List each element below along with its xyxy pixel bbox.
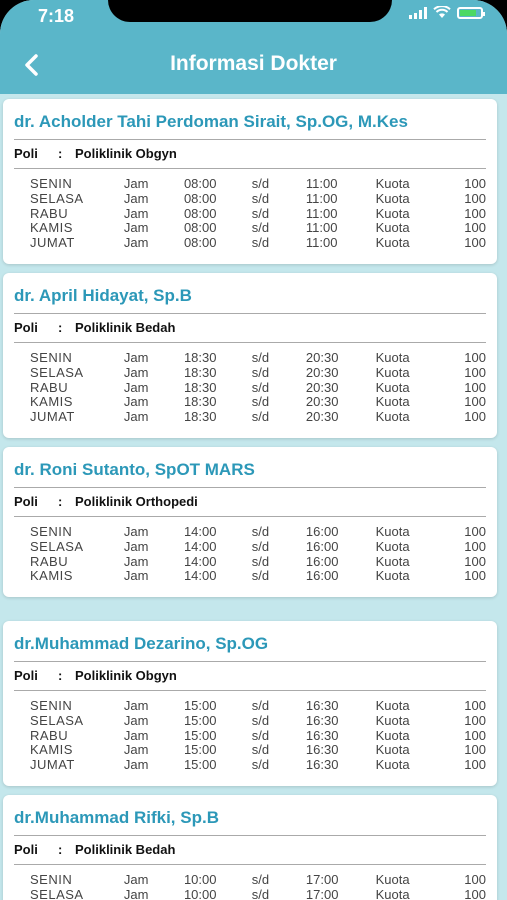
quota-value: 100 xyxy=(464,538,486,554)
jam-label: Jam xyxy=(123,553,149,569)
quota-value: 100 xyxy=(464,350,486,365)
jam-label: Jam xyxy=(123,886,149,900)
end-time: 16:30 xyxy=(305,698,339,713)
schedule-day: SELASA xyxy=(30,538,84,554)
kuota-label: Kuota xyxy=(375,524,410,539)
schedule-row xyxy=(14,729,486,744)
poli-colon: : xyxy=(58,842,63,857)
schedule-row xyxy=(14,221,486,236)
end-time: 11:00 xyxy=(305,190,338,206)
signal-icon xyxy=(409,7,427,19)
jam-label: Jam xyxy=(123,538,149,554)
schedule-row xyxy=(14,366,486,381)
schedule-row xyxy=(14,410,486,425)
schedule-table xyxy=(14,699,486,773)
end-time: 20:30 xyxy=(305,364,339,380)
schedule-day: SENIN xyxy=(30,698,73,713)
jam-label: Jam xyxy=(123,698,149,713)
schedule-row xyxy=(14,714,486,729)
schedule-day: RABU xyxy=(30,379,69,395)
kuota-label: Kuota xyxy=(375,742,410,758)
schedule-day: SELASA xyxy=(30,886,84,900)
schedule-row xyxy=(14,381,486,396)
end-time: 16:00 xyxy=(305,524,339,539)
end-time: 20:30 xyxy=(305,394,339,410)
sd-label: s/d xyxy=(251,409,270,425)
quota-value: 100 xyxy=(464,524,486,539)
quota-value: 100 xyxy=(464,394,486,410)
start-time: 08:00 xyxy=(183,190,217,206)
quota-value: 100 xyxy=(464,409,486,425)
jam-label: Jam xyxy=(123,220,149,236)
poli-row xyxy=(14,662,486,690)
battery-icon xyxy=(457,7,483,19)
schedule-day: SENIN xyxy=(30,176,73,191)
schedule-row xyxy=(14,569,486,584)
start-time: 18:30 xyxy=(183,379,217,395)
schedule-day: JUMAT xyxy=(30,235,75,251)
jam-label: Jam xyxy=(123,205,149,221)
sd-label: s/d xyxy=(251,220,270,236)
divider xyxy=(14,516,486,517)
schedule-day: SENIN xyxy=(30,872,73,887)
quota-value: 100 xyxy=(464,364,486,380)
schedule-row xyxy=(14,236,486,251)
quota-value: 100 xyxy=(464,553,486,569)
schedule-table xyxy=(14,525,486,584)
schedule-row xyxy=(14,758,486,773)
poli-colon: : xyxy=(58,320,63,335)
jam-label: Jam xyxy=(123,350,149,365)
jam-label: Jam xyxy=(123,176,149,191)
start-time: 15:00 xyxy=(183,712,217,728)
end-time: 20:30 xyxy=(305,379,339,395)
poli-colon: : xyxy=(58,146,63,161)
start-time: 15:00 xyxy=(183,757,217,773)
quota-value: 100 xyxy=(464,176,486,191)
end-time: 11:00 xyxy=(305,176,338,191)
end-time: 16:30 xyxy=(305,727,339,743)
jam-label: Jam xyxy=(123,712,149,728)
end-time: 16:00 xyxy=(305,553,339,569)
schedule-day: SELASA xyxy=(30,364,84,380)
start-time: 14:00 xyxy=(183,568,217,584)
end-time: 16:00 xyxy=(305,538,339,554)
schedule-day: KAMIS xyxy=(30,220,73,236)
sd-label: s/d xyxy=(251,190,270,206)
poli-row xyxy=(14,488,486,516)
schedule-row xyxy=(14,395,486,410)
poli-label: Poli xyxy=(14,146,38,161)
doctor-card[interactable] xyxy=(3,99,497,264)
poli-row xyxy=(14,314,486,342)
sd-label: s/d xyxy=(251,394,270,410)
schedule-row xyxy=(14,699,486,714)
kuota-label: Kuota xyxy=(375,409,410,425)
start-time: 15:00 xyxy=(183,742,217,758)
doctor-card[interactable] xyxy=(3,795,497,900)
quota-value: 100 xyxy=(464,379,486,395)
end-time: 20:30 xyxy=(305,350,339,365)
schedule-row xyxy=(14,525,486,540)
doctor-name: dr.Muhammad Rifki, Sp.B xyxy=(14,808,219,827)
kuota-label: Kuota xyxy=(375,757,410,773)
poli-label: Poli xyxy=(14,842,38,857)
jam-label: Jam xyxy=(123,394,149,410)
doctor-card[interactable] xyxy=(3,621,497,786)
schedule-day: JUMAT xyxy=(30,409,75,425)
start-time: 08:00 xyxy=(183,205,217,221)
schedule-row xyxy=(14,555,486,570)
page-title: Informasi Dokter xyxy=(170,52,337,75)
sd-label: s/d xyxy=(251,364,270,380)
schedule-row xyxy=(14,207,486,222)
jam-label: Jam xyxy=(123,727,149,743)
quota-value: 100 xyxy=(464,872,486,887)
sd-label: s/d xyxy=(251,553,270,569)
kuota-label: Kuota xyxy=(375,235,410,251)
jam-label: Jam xyxy=(123,364,149,380)
divider xyxy=(14,342,486,343)
doctor-card[interactable] xyxy=(3,447,497,597)
kuota-label: Kuota xyxy=(375,364,410,380)
kuota-label: Kuota xyxy=(375,553,410,569)
jam-label: Jam xyxy=(123,568,149,584)
kuota-label: Kuota xyxy=(375,190,410,206)
poli-value: Poliklinik Obgyn xyxy=(75,146,177,161)
start-time: 18:30 xyxy=(183,350,217,365)
sd-label: s/d xyxy=(251,524,270,539)
quota-value: 100 xyxy=(464,190,486,206)
kuota-label: Kuota xyxy=(375,220,410,236)
divider xyxy=(14,690,486,691)
kuota-label: Kuota xyxy=(375,538,410,554)
sd-label: s/d xyxy=(251,698,270,713)
kuota-label: Kuota xyxy=(375,872,410,887)
schedule-day: KAMIS xyxy=(30,742,73,758)
end-time: 16:30 xyxy=(305,712,339,728)
doctor-name: dr. April Hidayat, Sp.B xyxy=(14,286,192,305)
schedule-day: RABU xyxy=(30,727,69,743)
schedule-day: KAMIS xyxy=(30,394,73,410)
schedule-day: SENIN xyxy=(30,524,73,539)
start-time: 15:00 xyxy=(183,727,217,743)
end-time: 17:00 xyxy=(305,872,339,887)
end-time: 20:30 xyxy=(305,409,339,425)
sd-label: s/d xyxy=(251,712,270,728)
kuota-label: Kuota xyxy=(375,394,410,410)
doctor-name: dr.Muhammad Dezarino, Sp.OG xyxy=(14,634,269,653)
poli-value: Poliklinik Bedah xyxy=(75,842,176,857)
quota-value: 100 xyxy=(464,712,486,728)
start-time: 08:00 xyxy=(183,176,217,191)
quota-value: 100 xyxy=(464,742,486,758)
sd-label: s/d xyxy=(251,205,270,221)
poli-label: Poli xyxy=(14,320,38,335)
sd-label: s/d xyxy=(251,235,270,251)
sd-label: s/d xyxy=(251,872,270,887)
kuota-label: Kuota xyxy=(375,712,410,728)
start-time: 18:30 xyxy=(183,364,217,380)
schedule-day: SENIN xyxy=(30,350,73,365)
quota-value: 100 xyxy=(464,698,486,713)
start-time: 18:30 xyxy=(183,409,217,425)
poli-row xyxy=(14,836,486,864)
quota-value: 100 xyxy=(464,886,486,900)
doctor-name: dr. Acholder Tahi Perdoman Sirait, Sp.OG, M.Kes xyxy=(14,112,408,131)
end-time: 16:30 xyxy=(305,742,339,758)
sd-label: s/d xyxy=(251,886,270,900)
start-time: 08:00 xyxy=(183,220,217,236)
jam-label: Jam xyxy=(123,524,149,539)
divider xyxy=(14,864,486,865)
jam-label: Jam xyxy=(123,742,149,758)
status-icons xyxy=(409,6,483,19)
start-time: 15:00 xyxy=(183,698,217,713)
jam-label: Jam xyxy=(123,235,149,251)
sd-label: s/d xyxy=(251,350,270,365)
end-time: 16:30 xyxy=(305,757,339,773)
schedule-row xyxy=(14,743,486,758)
quota-value: 100 xyxy=(464,205,486,221)
schedule-day: RABU xyxy=(30,205,69,221)
sd-label: s/d xyxy=(251,742,270,758)
schedule-day: KAMIS xyxy=(30,568,73,584)
end-time: 11:00 xyxy=(305,220,338,236)
divider xyxy=(14,168,486,169)
start-time: 14:00 xyxy=(183,538,217,554)
schedule-day: SELASA xyxy=(30,712,84,728)
quota-value: 100 xyxy=(464,727,486,743)
sd-label: s/d xyxy=(251,757,270,773)
jam-label: Jam xyxy=(123,409,149,425)
kuota-label: Kuota xyxy=(375,698,410,713)
quota-value: 100 xyxy=(464,568,486,584)
poli-row xyxy=(14,140,486,168)
start-time: 14:00 xyxy=(183,524,217,539)
schedule-table xyxy=(14,177,486,251)
jam-label: Jam xyxy=(123,757,149,773)
sd-label: s/d xyxy=(251,727,270,743)
schedule-row xyxy=(14,540,486,555)
poli-label: Poli xyxy=(14,668,38,683)
schedule-row xyxy=(14,351,486,366)
start-time: 18:30 xyxy=(183,394,217,410)
quota-value: 100 xyxy=(464,757,486,773)
kuota-label: Kuota xyxy=(375,379,410,395)
poli-colon: : xyxy=(58,494,63,509)
doctor-card[interactable] xyxy=(3,273,497,438)
end-time: 16:00 xyxy=(305,568,339,584)
schedule-row xyxy=(14,888,486,900)
poli-value: Poliklinik Bedah xyxy=(75,320,176,335)
schedule-day: RABU xyxy=(30,553,69,569)
quota-value: 100 xyxy=(464,235,486,251)
end-time: 11:00 xyxy=(305,235,338,251)
kuota-label: Kuota xyxy=(375,886,410,900)
kuota-label: Kuota xyxy=(375,205,410,221)
sd-label: s/d xyxy=(251,176,270,191)
kuota-label: Kuota xyxy=(375,350,410,365)
wifi-icon xyxy=(433,6,451,19)
sd-label: s/d xyxy=(251,568,270,584)
schedule-row xyxy=(14,192,486,207)
jam-label: Jam xyxy=(123,872,149,887)
poli-value: Poliklinik Obgyn xyxy=(75,668,177,683)
start-time: 10:00 xyxy=(183,872,217,887)
schedule-row xyxy=(14,177,486,192)
kuota-label: Kuota xyxy=(375,727,410,743)
sd-label: s/d xyxy=(251,379,270,395)
end-time: 17:00 xyxy=(305,886,339,900)
status-time: 7:18 xyxy=(38,6,75,26)
start-time: 10:00 xyxy=(183,886,217,900)
schedule-day: JUMAT xyxy=(30,757,75,773)
quota-value: 100 xyxy=(464,220,486,236)
device-notch xyxy=(108,0,392,22)
poli-colon: : xyxy=(58,668,63,683)
doctor-name: dr. Roni Sutanto, SpOT MARS xyxy=(14,460,255,479)
kuota-label: Kuota xyxy=(375,568,410,584)
end-time: 11:00 xyxy=(305,205,338,221)
schedule-table xyxy=(14,351,486,425)
schedule-day: SELASA xyxy=(30,190,84,206)
jam-label: Jam xyxy=(123,190,149,206)
poli-value: Poliklinik Orthopedi xyxy=(75,494,198,509)
start-time: 08:00 xyxy=(183,235,217,251)
header-bar xyxy=(0,0,507,94)
sd-label: s/d xyxy=(251,538,270,554)
start-time: 14:00 xyxy=(183,553,217,569)
schedule-table xyxy=(14,873,486,900)
schedule-row xyxy=(14,873,486,888)
jam-label: Jam xyxy=(123,379,149,395)
poli-label: Poli xyxy=(14,494,38,509)
kuota-label: Kuota xyxy=(375,176,410,191)
